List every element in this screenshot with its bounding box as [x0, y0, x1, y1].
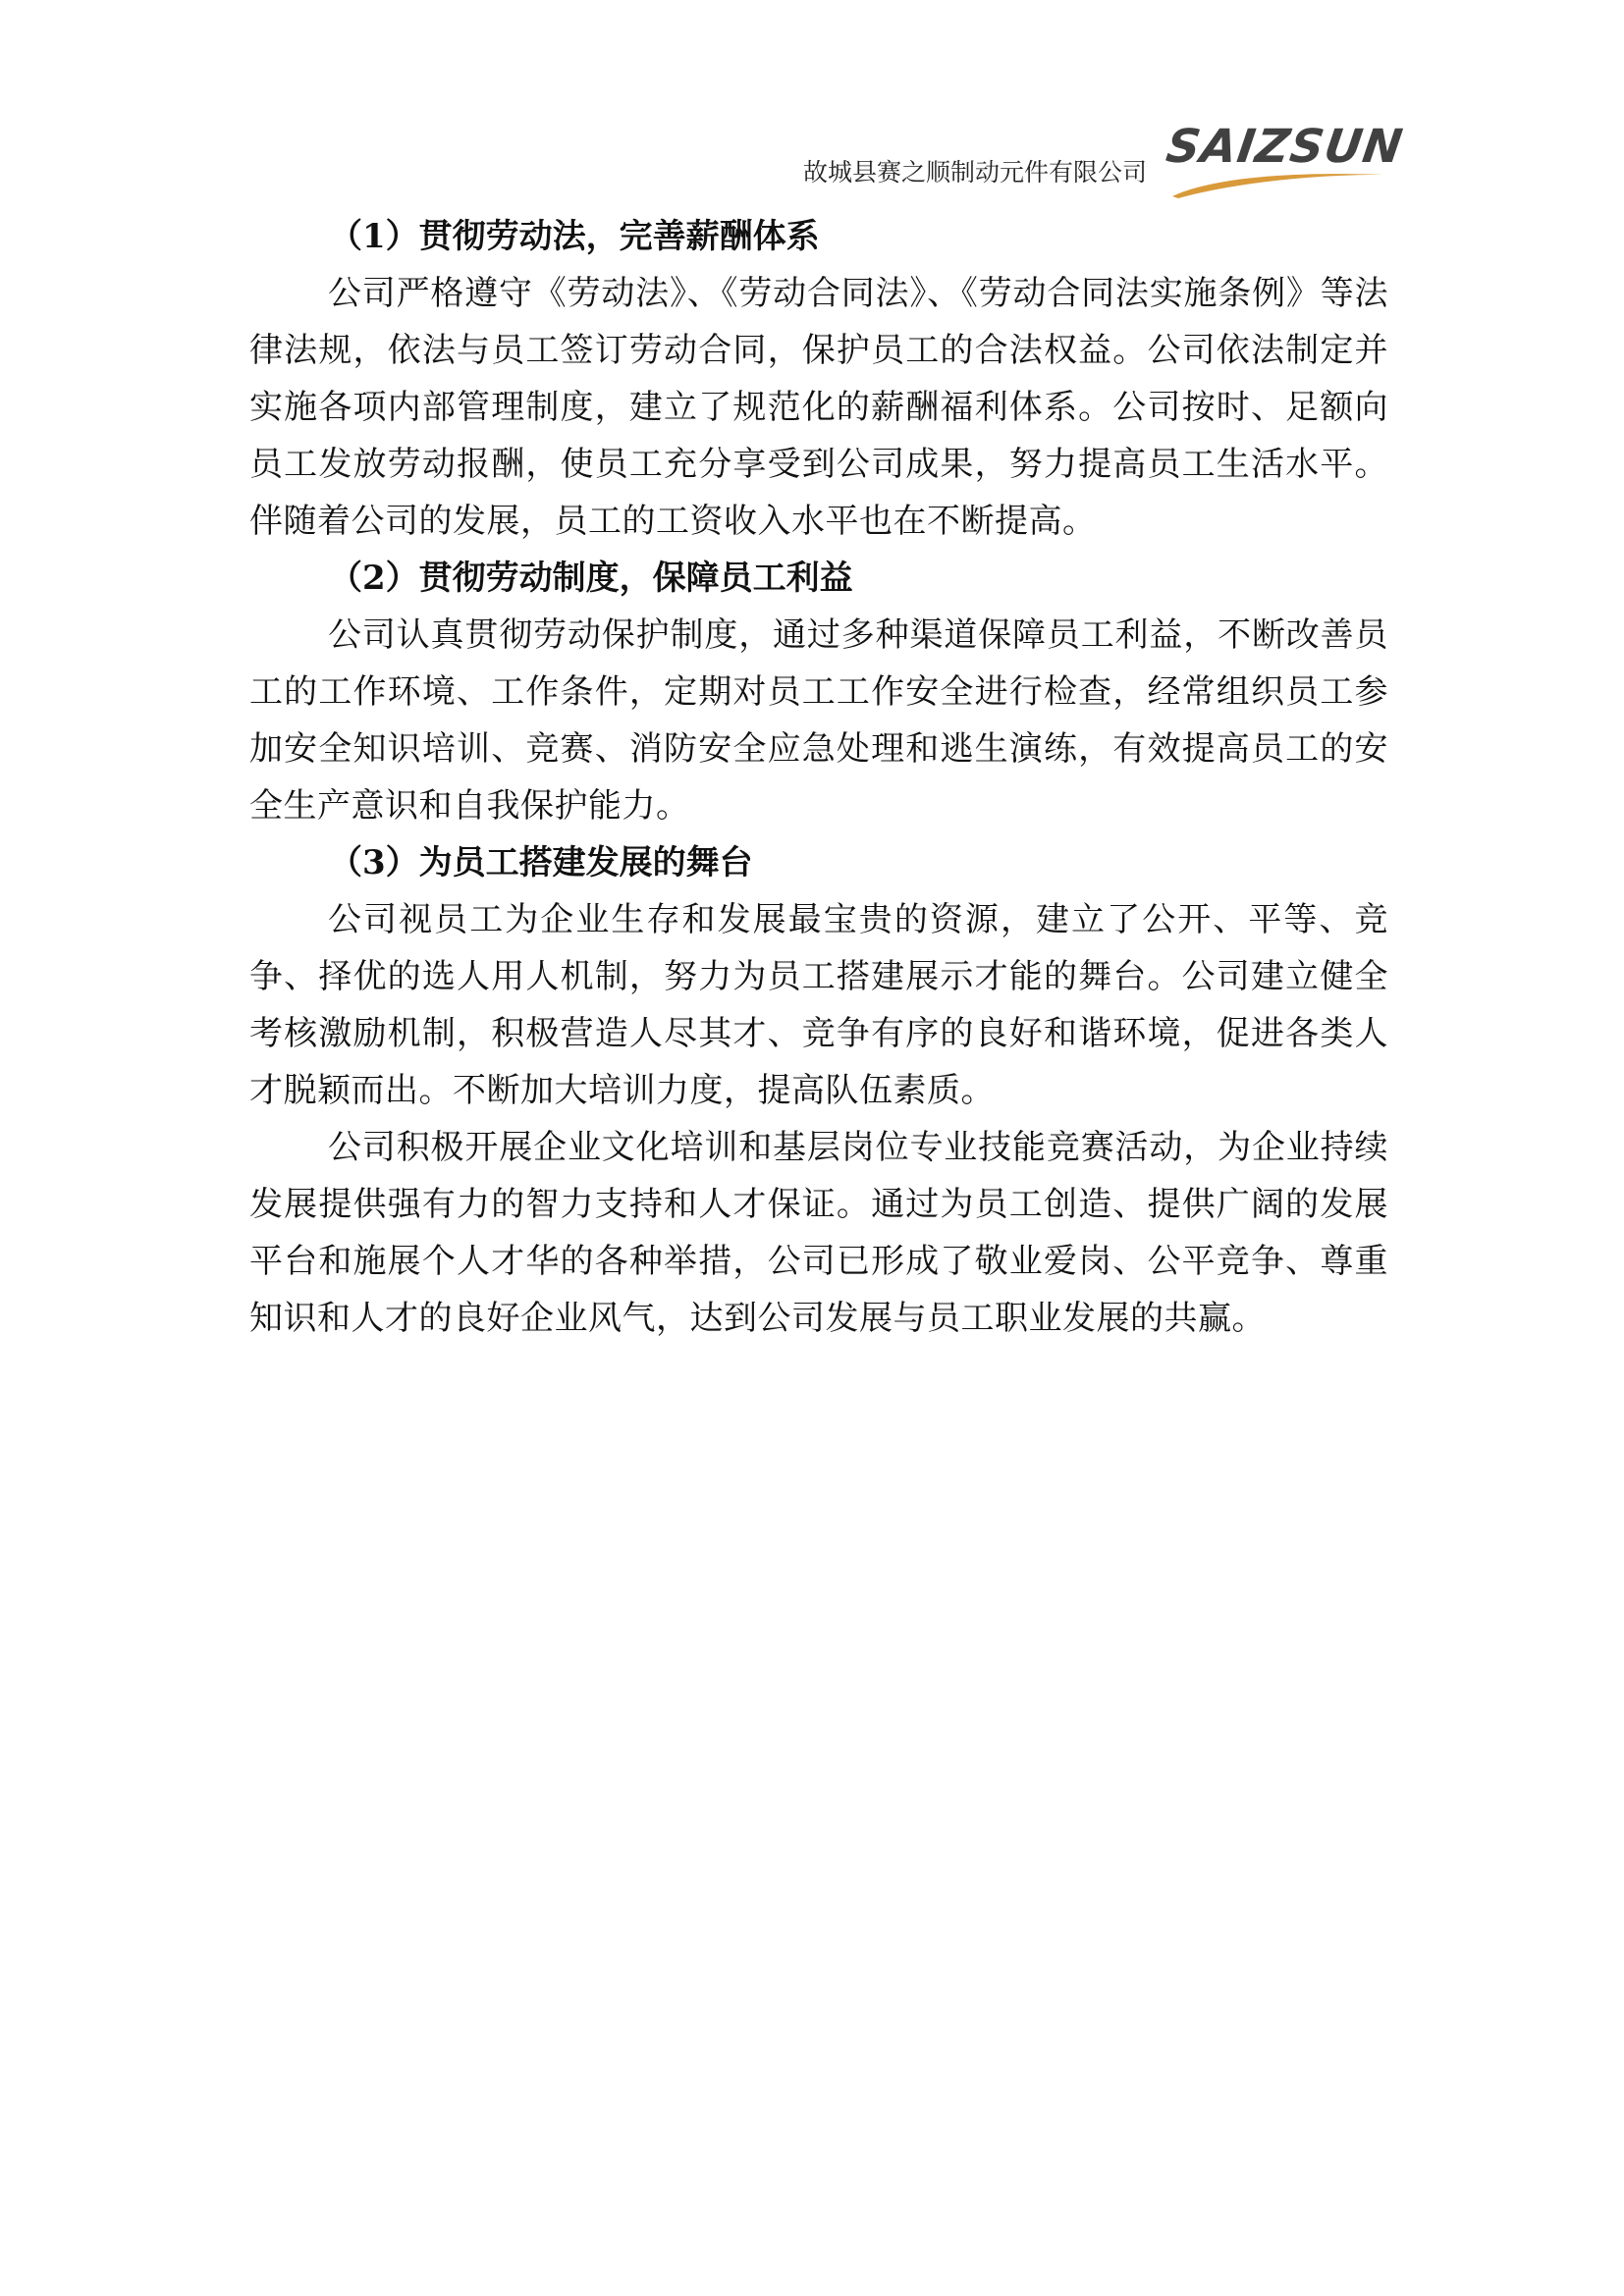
section-heading-1: （1）贯彻劳动法，完善薪酬体系: [329, 217, 820, 256]
page-header: [0, 0, 1624, 206]
document-body: [249, 208, 1388, 1347]
paragraph-1: 公司严格遵守《劳动法》、《劳动合同法》、《劳动合同法实施条例》等法律法规，依法与员工签订劳动合同，保护员工的合法权益。公司依法制定并实施各项内部管理制度，建立了规范化的薪酬福利体系。公司按时、足额向员工发放劳动报酬，使员工充分享受到公司成果，努力提高员工生活水平。伴随着公司的发展，员工的工资收入水平也在不断提高。: [249, 274, 1388, 541]
company-logo: [1163, 120, 1407, 198]
logo-text: SAIZSUN: [1163, 120, 1407, 174]
paragraph-3: 公司视员工为企业生存和发展最宝贵的资源，建立了公开、平等、竞争、择优的选人用人机制，努力为员工搭建展示才能的舞台。公司建立健全考核激励机制，积极营造人尽其才、竞争有序的良好和谐环境，促进各类人才脱颖而出。不断加大培训力度，提高队伍素质。: [249, 900, 1388, 1110]
section-heading-3: （3）为员工搭建发展的舞台: [329, 843, 753, 882]
section-heading-2: （2）贯彻劳动制度，保障员工利益: [329, 559, 853, 598]
paragraph-2: 公司认真贯彻劳动保护制度，通过多种渠道保障员工利益，不断改善员工的工作环境、工作条件，定期对员工工作安全进行检查，经常组织员工参加安全知识培训、竞赛、消防安全应急处理和逃生演练，有效提高员工的安全生产意识和自我保护能力。: [249, 615, 1388, 826]
company-name: 故城县赛之顺制动元件有限公司: [802, 158, 1147, 187]
paragraph-4: 公司积极开展企业文化培训和基层岗位专业技能竞赛活动，为企业持续发展提供强有力的智力支持和人才保证。通过为员工创造、提供广阔的发展平台和施展个人才华的各种举措，公司已形成了敬业爱岗、公平竞争、尊重知识和人才的良好企业风气，达到公司发展与员工职业发展的共赢。: [249, 1128, 1388, 1338]
